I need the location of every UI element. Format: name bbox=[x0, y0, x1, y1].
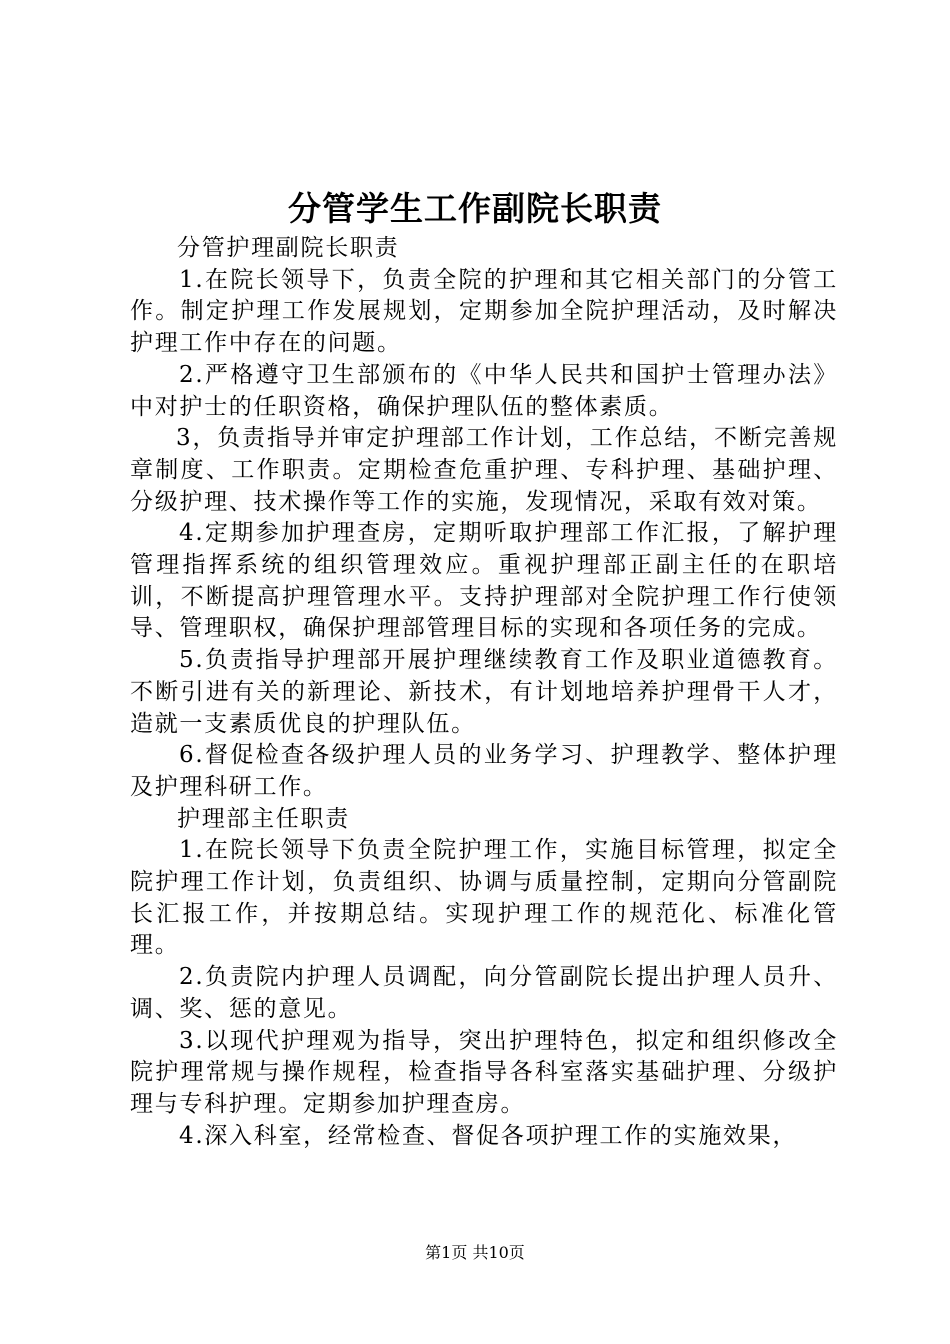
section-heading: 护理部主任职责 bbox=[177, 805, 350, 832]
section-heading: 分管护理副院长职责 bbox=[177, 235, 400, 261]
paragraph: 5.负责指导护理部开展护理继续教育工作及职业道德教育。不断引进有关的新理论、新技术，有计划地培养护理骨干人才，造就一支素质优良的护理队伍。 bbox=[130, 647, 838, 737]
paragraph: 2.负责院内护理人员调配，向分管副院长提出护理人员升、调、奖、惩的意见。 bbox=[130, 964, 838, 1022]
paragraph: 4.深入科室，经常检查、督促各项护理工作的实施效果， bbox=[179, 1122, 798, 1149]
paragraph: 1.在院长领导下负责全院护理工作，实施目标管理，拟定全院护理工作计划，负责组织、协调与质量控制，定期向分管副院长汇报工作，并按期总结。实现护理工作的规范化、标准化管理。 bbox=[130, 837, 838, 959]
paragraph: 6.督促检查各级护理人员的业务学习、护理教学、整体护理及护理科研工作。 bbox=[130, 742, 838, 800]
document-body bbox=[130, 233, 838, 1152]
paragraph: 3，负责指导并审定护理部工作计划，工作总结，不断完善规章制度、工作职责。定期检查危重护理、专科护理、基础护理、分级护理、技术操作等工作的实施，发现情况，采取有效对策。 bbox=[130, 425, 838, 515]
paragraph: 2.严格遵守卫生部颁布的《中华人民共和国护士管理办法》中对护士的任职资格，确保护理队伍的整体素质。 bbox=[130, 361, 838, 420]
page-number-footer: 第1页 共10页 bbox=[425, 1243, 525, 1262]
document-title: 分管学生工作副院长职责 bbox=[288, 189, 662, 228]
paragraph: 3.以现代护理观为指导，突出护理特色，拟定和组织修改全院护理常规与操作规程，检查指导各科室落实基础护理、分级护理与专科护理。定期参加护理查房。 bbox=[130, 1027, 838, 1117]
paragraph: 1.在院长领导下，负责全院的护理和其它相关部门的分管工作。制定护理工作发展规划，定期参加全院护理活动，及时解决护理工作中存在的问题。 bbox=[130, 266, 838, 357]
paragraph: 4.定期参加护理查房，定期听取护理部工作汇报，了解护理管理指挥系统的组织管理效应。重视护理部正副主任的在职培训，不断提高护理管理水平。支持护理部对全院护理工作行使领导、管理职权，确保护理部管理目标的实现和各项任务的完成。 bbox=[130, 520, 838, 642]
